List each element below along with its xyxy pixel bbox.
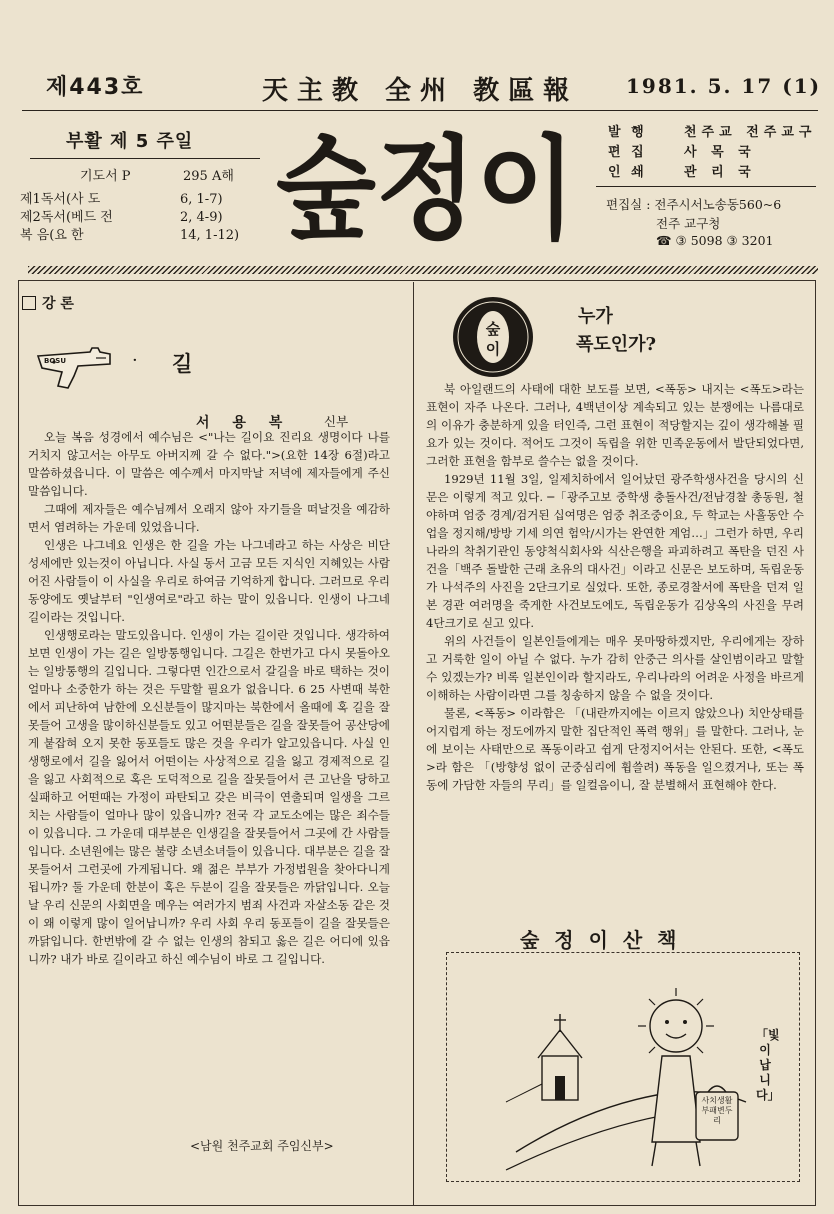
editorial-author-role: 신부 xyxy=(324,414,349,429)
editorial-paragraph: 오늘 복음 성경에서 예수님은 <"나는 길이요 진리요 생명이다 나를 거치지 않고서는 아무도 아버지께 갈 수 없다.">(요한 14장 6절)라고 말씀하셨읍니다. 이 말씀은 예수께서 마지막날 저녁에 제자들에게 주신 말씀입니다. xyxy=(28,430,390,498)
reading-label: 복 음(요 한 xyxy=(20,228,84,243)
publisher-row xyxy=(608,163,816,183)
prayer-book-label: 기도서 P xyxy=(80,169,131,184)
top-rule xyxy=(22,110,818,111)
editorial-title: 길 xyxy=(172,351,193,376)
toy-gun-icon xyxy=(34,342,114,390)
reading-label: 제1독서(사 도 xyxy=(20,192,101,207)
publisher-info xyxy=(608,123,816,183)
column-paragraph: 1929년 11월 3일, 일제치하에서 일어났던 광주학생사건을 당시의 신문은 이렇게 적고 있다. ─「광주고보 중학생 충돌사건/전남경찰 총동원, 철야하며 엄중 경계/검거된 십여명은 엄중 취조중이요, 두 학교는 사흘동안 수업을 정지해/방방 기세 의연 험악/시가는 완연한 계엄…」그런가 하면, 우리나라의 착취기관인 동양척식회사와 식산은행을 파괴하려고 폭탄을 던진 사건을「백주 돌발한 근래 초유의 대사건」이라고 신문은 보도하며, 독립운동가 나석주의 사진을 2단크기로 실었다. 또한, 종로경찰서에 폭탄을 던져 일본 경관 여러명을 죽게한 사건보도에도, 독립운동가 김상옥의 사진을 무려 4단크기로 싣고 있다. xyxy=(426,472,804,630)
editorial-paragraph: 인생은 나그네요 인생은 한 길을 가는 나그네라고 하는 사상은 비단 성세에만 있는것이 아닙니다. 사실 동서 고금 모든 지식인 지혜있는 사람 어진 사람들이 이 사실을 우리로 하여금 기억하게 합니다. 그러므로 우리 동양에도 옛날부터 "인생여로"라고 하는 말이 있읍니다. 인생이 나그네 길이라는 것입니다. xyxy=(28,538,390,624)
newspaper-title xyxy=(272,112,580,254)
column-seal-icon xyxy=(450,294,536,380)
svg-text:숲: 숲 xyxy=(485,320,501,338)
section-checkbox-icon xyxy=(22,296,36,310)
editorial-paragraph: 인생행로라는 말도있읍니다. 인생이 가는 길이란 것입니다. 생각하여 보면 인생이 가는 길은 일방통행입니다. 그길은 한번가고 다시 못돌아오는 일방통행의 길입니다. 그렇다면 인간으로서 갈길을 바로 택하는 것이 얼마나 소중한가 하는 것은 두말할 필요가 없읍니다. 6 25 사변때 북한에서 피난하여 남한에 오신분들이 많지마는 북한에서 올때에 혹 길을 잘못들어 고생을 많이하신분들도 있고 어떤분들은 길을 잘못들어 공산당에게 붙잡혀 오지 못한 동포들도 많은 것을 우리가 알고있읍니다. 사실 인생행로에서 길을 잃어서 어떤이는 사상적으로 길을 잃고 경제적으로 길을 잃고 사회적으로 혹은 도덕적으로 길을 잘못들어서 큰 고난을 당하고 실패하고 어떤때는 가정이 파탄되고 갖은 비극이 연출되며 일생을 그르치는 사람들이 얼마나 많이 있읍니까? 전국 각 교도소에는 많은 죄수들이 있읍니다. 그 가운데 대부분은 인생길을 잘못들어서 그곳에 간 사람들입니다. 소년원에는 많은 불량 소년소녀들이 있읍니다. 대부분은 길을 잘못들어서 그런곳에 가게됩니다. 왜 젊은 부부가 가정법원을 찾아다니게 됩니까? 둘 가운데 한분이 혹은 두분이 길을 잘못들은 까닭입니다. 오늘날 우리 신문의 사회면을 메우는 여러가지 범죄 사건과 자살소동 같은 것이 왜 이렇게 많이 일어납니까? 우리 사회 우리 동포들이 길을 잘못들은 까닭입니다. 한번밖에 갈 수 없는 인생의 참되고 옳은 길은 어디에 있읍니까? 내가 바로 길이라고 하신 예수님이 바로 그 길입니다. xyxy=(28,628,390,966)
publisher-value: 사 목 국 xyxy=(684,145,756,160)
editorial-signature: <남원 천주교회 주임신부> xyxy=(190,1139,334,1153)
publisher-label: 편 집 xyxy=(608,145,647,160)
title-dot: · xyxy=(132,350,138,371)
publisher-label: 인 쇄 xyxy=(608,165,647,180)
cartoon-illustration xyxy=(446,952,800,1182)
publisher-row xyxy=(608,143,816,163)
reading-ref: 2, 4-9) xyxy=(180,210,223,225)
publisher-label: 발 행 xyxy=(608,125,647,140)
reading-row xyxy=(20,227,270,245)
publisher-row xyxy=(608,123,816,143)
paper-name: 天主教 全州 教區報 xyxy=(262,76,579,106)
publication-date: 1981. 5. 17 (1) xyxy=(626,74,822,98)
newspaper-title-text: 숲정이 xyxy=(276,125,576,254)
column-paragraph: 위의 사건들이 일본인들에게는 매우 못마땅하겠지만, 우리에게는 장하고 거룩한 일이 아닐 수 없다. 누가 감히 안중근 의사를 살인범이라고 말할 수 있겠는가? 비록 일본인이라 할지라도, 우리나라의 어려운 사정을 바르게 이해하는 사람이라면 그를 칭송하지 않을 수 없을 것이다. xyxy=(426,634,804,702)
right-rule xyxy=(596,186,816,187)
church-icon xyxy=(506,1014,582,1102)
reading-row xyxy=(20,191,270,209)
column-paragraph: 북 아일랜드의 사태에 대한 보도를 보면, <폭동> 내지는 <폭도>라는 표현이 자주 나온다. 그러나, 4백년이상 계속되고 있는 분쟁에는 나름대로의 이유가 충분하게 있을 터인즉, 그런 표현이 적당할지는 깊이 생각해볼 필요가 있는 것이다. 적어도 그것이 독립을 위한 민족운동에서 발단되었다면, 그러한 표현을 함부로 쓸수는 없을 것이다. xyxy=(426,382,804,468)
cartoon-caption: 「빛이 납니다」 xyxy=(756,1028,780,1102)
readings-list xyxy=(20,191,270,245)
column-divider xyxy=(413,282,414,1206)
phone-numbers: ☎ ③ 5098 ③ 3201 xyxy=(656,233,774,248)
editorial-paragraph: 그때에 제자들은 예수님께서 오래지 않아 자기들을 떠날것을 예감하면서 염려하는 가운데 있었읍니다. xyxy=(28,502,390,534)
bag-label: 사치생활 부패변두리 xyxy=(701,1096,733,1125)
editorial-name: 전주 교구청 xyxy=(656,216,721,231)
column-title-line1: 누가 xyxy=(578,306,613,327)
publisher-value: 관 리 국 xyxy=(684,165,756,180)
column-title-line2: 폭도인가? xyxy=(576,334,657,355)
svg-text:BOSU: BOSU xyxy=(44,357,67,365)
cartoon-title: 숲 정 이 산 책 xyxy=(520,928,681,952)
editorial-author: 서 용 복 xyxy=(196,415,292,431)
hatched-divider xyxy=(28,266,818,274)
left-rule xyxy=(30,158,260,159)
column-body xyxy=(426,380,804,794)
svg-text:이: 이 xyxy=(485,340,501,358)
editorial-address: 편집실 : 전주시서노송동560~6 xyxy=(606,197,782,212)
liturgical-week: 부활 제 5 주일 xyxy=(66,131,194,152)
reading-label: 제2독서(베드 전 xyxy=(20,210,113,225)
section-title: 강 론 xyxy=(42,296,74,312)
editorial-body xyxy=(28,428,390,968)
reading-row xyxy=(20,209,270,227)
reading-ref: 14, 1-12) xyxy=(180,228,240,243)
issue-number: 제443호 xyxy=(46,75,145,100)
column-paragraph: 물론, <폭동> 이라함은 「(내란까지에는 이르지 않았으나) 치안상태를 어지럽게 하는 정도에까지 말한 집단적인 폭력 행위」를 말한다. 그러나, 눈에 보이는 사태만으로 폭동이라고 쉽게 단정지어서는 안된다. 또한, <폭도>라 함은 「(방향성 없이 군중심리에 휩쓸려) 폭동을 일으켰거나, 또는 폭동에 가담한 자들의 무리」를 일컬음이니, 잘 분별해서 표현해야 한다. xyxy=(426,706,804,792)
prayer-book-page: 295 A해 xyxy=(183,169,234,184)
publisher-value: 천주교 전주교구 xyxy=(684,125,817,140)
reading-ref: 6, 1-7) xyxy=(180,192,223,207)
